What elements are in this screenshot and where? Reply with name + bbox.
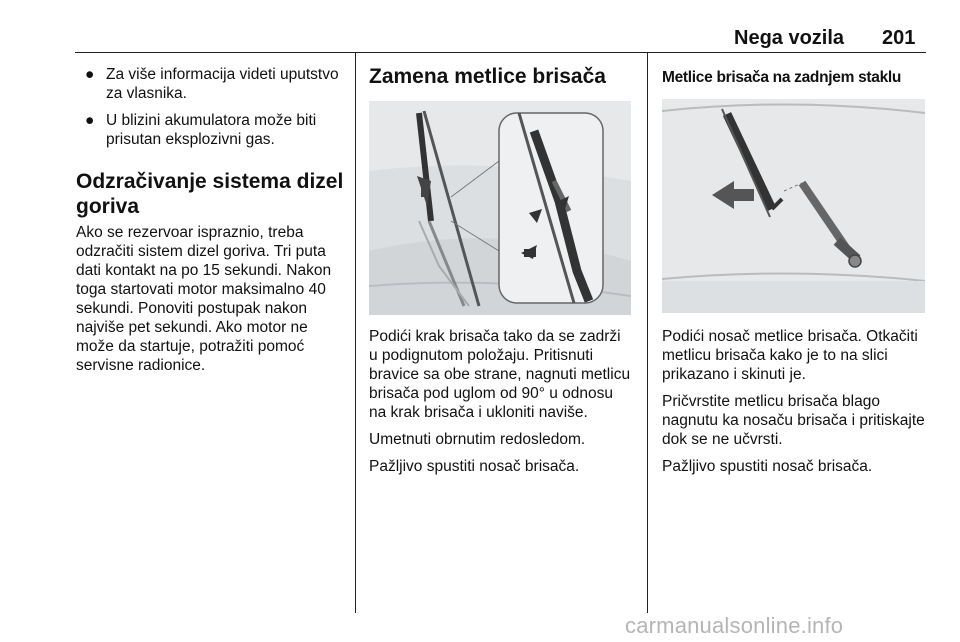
bullet-text: Za više informacija videti uputstvo za vlasnika. [106, 66, 339, 102]
column-divider-2 [647, 53, 648, 613]
bullet-dot: ● [85, 66, 95, 83]
bullet-item [76, 111, 348, 149]
column-1 [76, 65, 348, 383]
bullet-text: U blizini akumulatora može biti prisutan eksplozivni gas. [106, 112, 317, 148]
front-wiper-drawing [369, 101, 631, 315]
wiper-paragraph-3: Pažljivo spustiti nosač brisača. [369, 458, 580, 475]
section-title-wiper-replacement: Zamena metlice brisača [369, 65, 606, 88]
rear-wiper-paragraph-1: Podići nosač metlice brisača. Otkačiti metlicu brisača kako je to na slici prikazano i skinuti je. [662, 328, 918, 383]
section-title-fuel-bleeding: Odzračivanje sistema dizel goriva [76, 170, 344, 218]
rear-wiper-paragraph-3: Pažljivo spustiti nosač brisača. [662, 458, 873, 475]
rear-wiper-paragraph-2: Pričvrstite metlicu brisača blago nagnutu ka nosaču brisača i pritiskajte dok se ne učvrsti. [662, 393, 925, 448]
front-wiper-illustration [369, 101, 631, 315]
bullet-item [76, 65, 348, 103]
rear-wiper-illustration [662, 99, 925, 313]
column-divider-1 [355, 53, 356, 613]
header-rule [75, 52, 926, 53]
bullet-list [76, 65, 348, 149]
page-number: 201 [882, 27, 916, 49]
wiper-paragraph-1: Podići krak brisača tako da se zadrži u podignutom položaju. Pritisnuti bravice sa obe strane, nagnuti metlicu brisača pod uglom od 90° u odnosu na krak brisača i ukloniti naviše. [369, 328, 631, 421]
header-title: Nega vozila [734, 27, 845, 49]
fuel-bleeding-paragraph: Ako se rezervoar ispraznio, treba odzračiti sistem dizel goriva. Tri puta dati kontakt na po 15 sekundi. Nakon toga startovati motor maksimalno 40 sekundi. Ponoviti postupak nakon najviše pet sekundi. Ako motor ne može da startuje, potražiti pomoć servisne radionice. [76, 224, 332, 374]
watermark: carmanualsonline.info [625, 613, 844, 638]
bullet-dot: ● [85, 112, 95, 129]
section-title-rear-wiper: Metlice brisača na zadnjem staklu [662, 69, 902, 86]
column-3 [662, 64, 927, 484]
column-2 [369, 64, 631, 484]
rear-wiper-drawing [662, 99, 925, 313]
wiper-paragraph-2: Umetnuti obrnutim redosledom. [369, 431, 586, 448]
